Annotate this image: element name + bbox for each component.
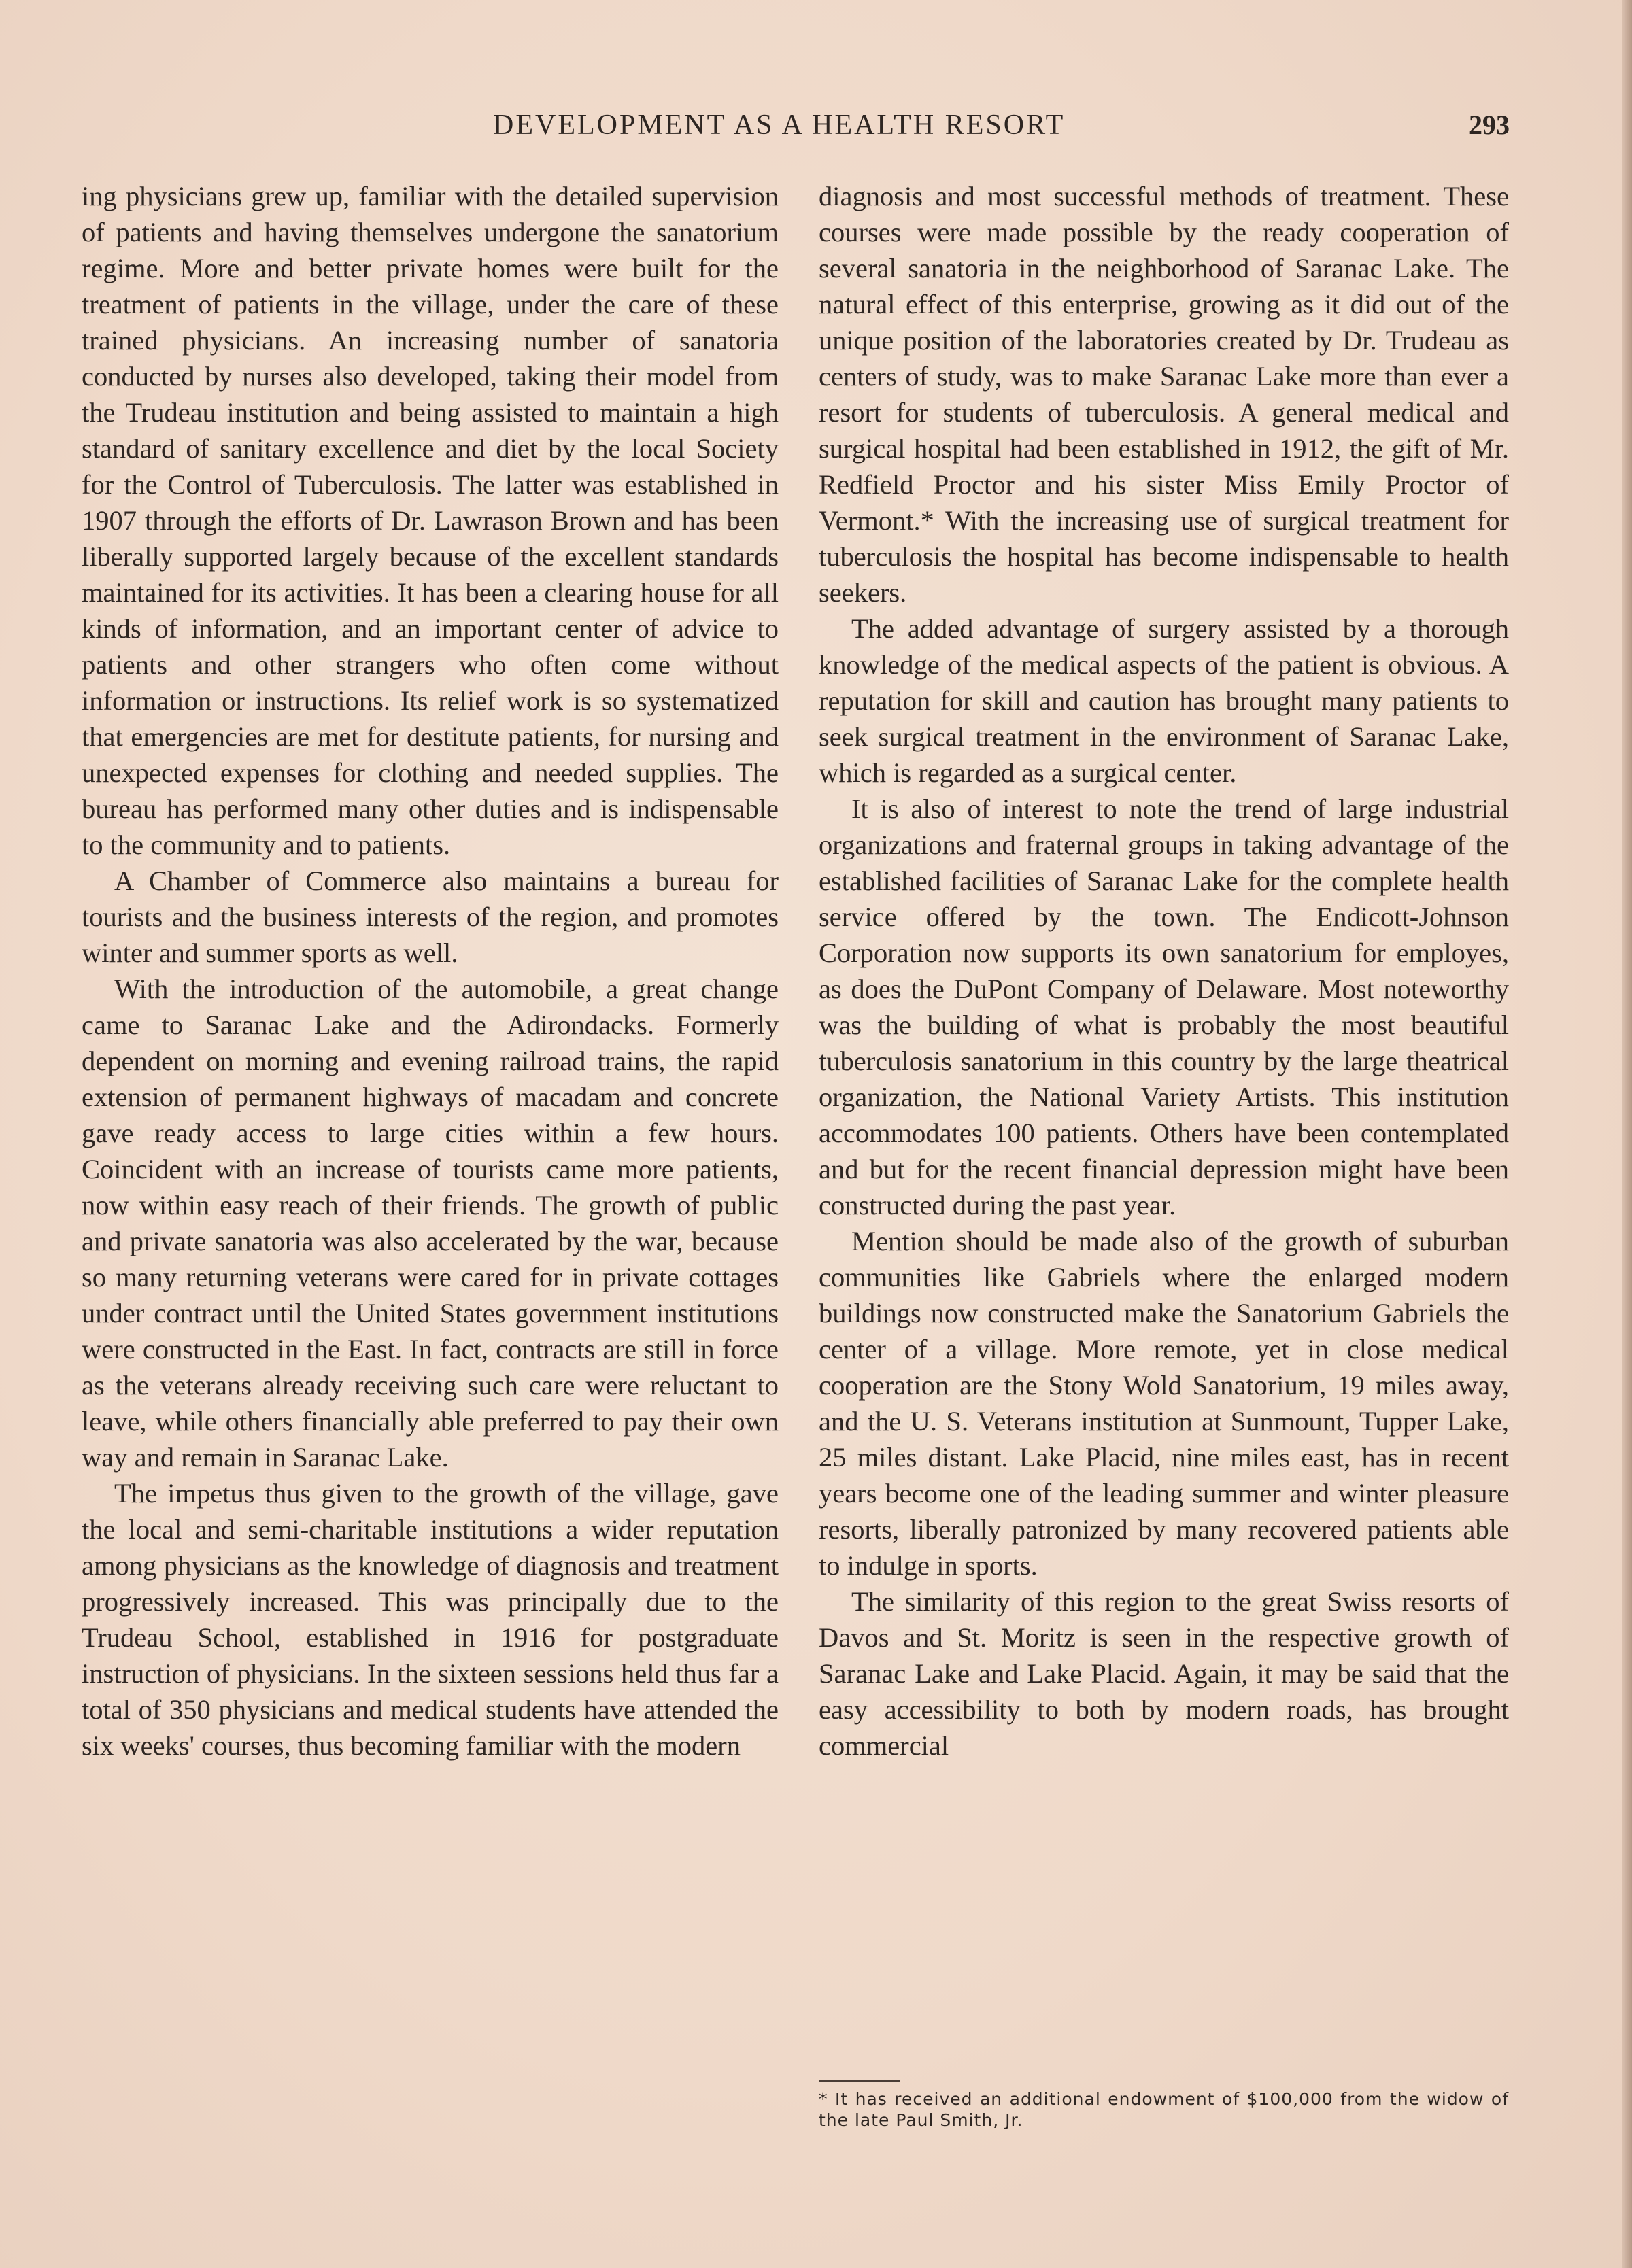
footnote-rule [819,2080,900,2082]
page-edge-shadow [1622,0,1632,2268]
page-header [163,109,1510,150]
left-paragraph-3: With the introduction of the automobile, a great change came to Saranac Lake and the Adirondacks. Formerly dependent on morning and evening railroad trains, the rapid extension of permanent highways of macadam and concrete gave ready access to large cities within a few hours. Coincident with an increase of tourists came more patients, now within easy reach of their friends. The growth of public and private sanatoria was also accelerated by the war, because so many returning veterans were cared for in private cottages under contract until the United States government institutions were constructed in the East. In fact, contracts are still in force as the veterans already receiving such care were reluctant to leave, while others financially able preferred to pay their own way and remain in Saranac Lake. [82,974,779,1473]
right-paragraph-1: diagnosis and most successful methods of treatment. These courses were made possible by the ready cooperation of several sanatoria in the neighborhood of Saranac Lake. The natural effect of this enterprise, growing as it did out of the unique position of the laboratories created by Dr. Trudeau as centers of study, was to make Saranac Lake more than ever a resort for students of tuberculosis. A general medical and surgical hospital had been established in 1912, the gift of Mr. Redfield Proctor and his sister Miss Emily Proctor of Vermont.* With the increasing use of surgical treatment for tuberculosis the hospital has become indispensable to health seekers. [819,181,1509,608]
right-column [819,178,1509,1764]
left-column [82,178,779,1764]
left-paragraph-1: ing physicians grew up, familiar with the detailed supervision of patients and having themselves undergone the sanatorium regime. More and better private homes were built for the treatment of patients in the village, under the care of these trained physicians. An increasing number of sanatoria conducted by nurses also developed, taking their model from the Trudeau institution and being assisted to maintain a high standard of sanitary excellence and diet by the local Society for the Control of Tuberculosis. The latter was established in 1907 through the efforts of Dr. Lawrason Brown and has been liberally supported largely because of the excellent standards maintained for its activities. It has been a clearing house for all kinds of information, and an important center of advice to patients and other strangers who often come without information or instructions. Its relief work is so systematized that emergencies are met for destitute patients, for nursing and unexpected expenses for clothing and needed supplies. The bureau has performed many other duties and is indispensable to the community and to patients. [82,181,779,860]
left-paragraph-2: A Chamber of Commerce also maintains a bureau for tourists and the business interests of the region, and promotes winter and summer sports as well. [82,865,779,968]
right-paragraph-5: The similarity of this region to the great Swiss resorts of Davos and St. Moritz is seen in the respective growth of Saranac Lake and Lake Placid. Again, it may be said that the easy accessibility to both by modern roads, has brought commercial [819,1586,1509,1761]
footnote: * It has received an additional endowment of $100,000 from the widow of the late Paul Smith, Jr. [819,2089,1509,2130]
left-paragraph-4: The impetus thus given to the growth of the village, gave the local and semi-charitable institutions a wider reputation among physicians as the knowledge of diagnosis and treatment progressively increased. This was principally due to the Trudeau School, established in 1916 for postgraduate instruction of physicians. In the sixteen sessions held thus far a total of 350 physicians and medical students have attended the six weeks' courses, thus becoming familiar with the modern [82,1478,779,1761]
right-paragraph-4: Mention should be made also of the growth of suburban communities like Gabriels where the enlarged modern buildings now constructed make the Sanatorium Gabriels the center of a village. More remote, yet in close medical cooperation are the Stony Wold Sanatorium, 19 miles away, and the U. S. Veterans institution at Sunmount, Tupper Lake, 25 miles distant. Lake Placid, nine miles east, has in recent years become one of the leading summer and winter pleasure resorts, liberally patronized by many recovered patients able to indulge in sports. [819,1226,1509,1581]
right-paragraph-3: It is also of interest to note the trend of large industrial organizations and fraternal groups in taking advantage of the established facilities of Saranac Lake for the complete health service offered by the town. The Endicott-Johnson Corporation now supports its own sanatorium for employes, as does the DuPont Company of Delaware. Most noteworthy was the building of what is probably the most beautiful tuberculosis sanatorium in this country by the large theatrical organization, the National Variety Artists. This institution accommodates 100 patients. Others have been contemplated and but for the recent financial depression might have been constructed during the past year. [819,793,1509,1220]
page-number: 293 [1469,109,1510,140]
right-paragraph-2: The added advantage of surgery assisted by a thorough knowledge of the medical aspects of the patient is obvious. A reputation for skill and caution has brought many patients to seek surgical treatment in the environment of Saranac Lake, which is regarded as a surgical center. [819,613,1509,788]
running-head: DEVELOPMENT AS A HEALTH RESORT [493,109,1066,141]
